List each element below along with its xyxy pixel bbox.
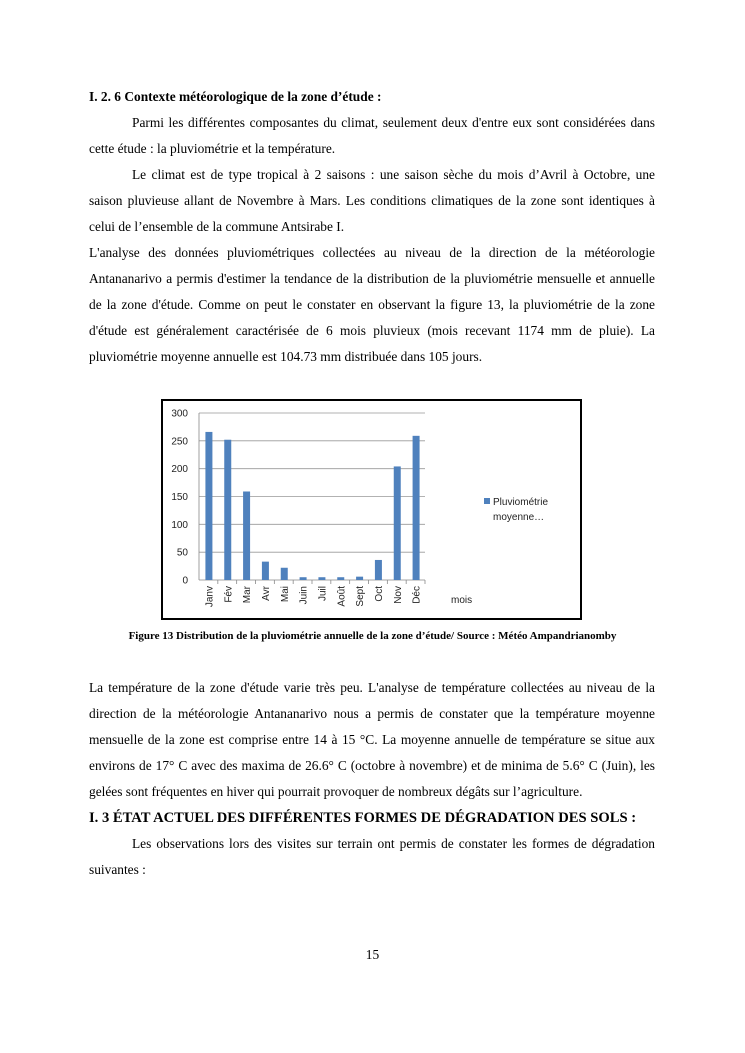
x-tick-label: Sept [355, 586, 367, 607]
legend-label-cont: moyenne… [493, 512, 545, 523]
page-number: 15 [365, 947, 380, 962]
figure-caption: Figure 13 Distribution de la pluviométrie annuelle de la zone d’étude/ Source : Météo Ampandrianomby [128, 630, 617, 642]
section-body-temperature [89, 675, 655, 883]
bar-Sept [356, 577, 363, 580]
x-tick-label: Fév [223, 586, 235, 603]
x-tick-label: Mai [279, 586, 291, 603]
y-tick-label: 250 [171, 436, 188, 448]
paragraph: Les observations lors des visites sur terrain ont permis de constater les formes de dégradation suivantes : [89, 836, 655, 877]
x-tick-label: Avr [260, 586, 272, 601]
bar-Déc [413, 436, 420, 580]
y-tick-label: 200 [171, 464, 188, 476]
paragraph: La température de la zone d'étude varie très peu. L'analyse de température collectées au niveau de la direction de la météorologie Antananarivo nous a permis de constater que la température moyenne mensuelle de la zone est comprise entre 14 à 15 °C. La moyenne annuelle de température se situe aux environs de 17° C avec des maxima de 26.6° C (octobre à novembre) et de minima de 5.6° C (Juin), les gelées sont fréquentes en hiver qui pourrait provoquer de nombreux dégâts sur l’agriculture. [89, 680, 655, 799]
x-tick-label: Juin [298, 586, 310, 605]
section-body-meteo [89, 110, 655, 370]
bar-Juil [318, 577, 325, 580]
bar-Janv [205, 432, 212, 580]
bar-Mai [281, 568, 288, 580]
chart-svg [163, 401, 580, 618]
section-heading-meteo: I. 2. 6 Contexte météorologique de la zone d’étude : [89, 89, 382, 104]
x-tick-label: Oct [373, 586, 385, 602]
bar-Avr [262, 562, 269, 580]
x-axis-label: mois [451, 595, 473, 606]
x-tick-label: Janv [204, 586, 216, 608]
bar-Fév [224, 440, 231, 580]
paragraph: Le climat est de type tropical à 2 saisons : une saison sèche du mois d’Avril à Octobre, une saison pluvieuse allant de Novembre à Mars. Les conditions climatiques de la zone sont identiques à celui de l’ensemble de la commune Antsirabe I. [89, 167, 655, 234]
bar-Mar [243, 491, 250, 580]
paragraph: L'analyse des données pluviométriques collectées au niveau de la direction de la météorologie Antananarivo a permis d'estimer la tendance de la distribution de la pluviométrie mensuelle et annuelle de la zone d'étude. Comme on peut le constater en observant la figure 13, la pluviométrie de la zone d'étude est généralement caractérisée de 6 mois pluvieux (mois recevant 1174 mm de pluie). La pluviométrie moyenne annuelle est 104.73 mm distribuée dans 105 jours. [89, 245, 655, 364]
paragraph: Parmi les différentes composantes du climat, seulement deux d'entre eux sont considérées dans cette étude : la pluviométrie et la température. [89, 115, 655, 156]
legend-label: Pluviométrie [493, 497, 549, 508]
x-tick-label: Août [336, 586, 348, 607]
bar-Nov [394, 466, 401, 580]
rainfall-chart [161, 399, 582, 620]
y-tick-label: 50 [176, 547, 188, 559]
y-tick-label: 0 [182, 575, 188, 587]
section-heading-degradation: I. 3 ÉTAT ACTUEL DES DIFFÉRENTES FORMES DE DÉGRADATION DES SOLS : [89, 810, 637, 826]
bar-Juin [300, 577, 307, 580]
x-tick-label: Mar [242, 586, 254, 604]
bar-Oct [375, 560, 382, 580]
y-tick-label: 150 [171, 492, 188, 503]
x-tick-label: Déc [411, 586, 423, 604]
bar-Août [337, 577, 344, 580]
legend-swatch [484, 498, 490, 504]
y-tick-label: 300 [171, 408, 188, 420]
y-tick-label: 100 [171, 519, 188, 531]
x-tick-label: Nov [392, 586, 404, 604]
x-tick-label: Juil [317, 586, 329, 602]
